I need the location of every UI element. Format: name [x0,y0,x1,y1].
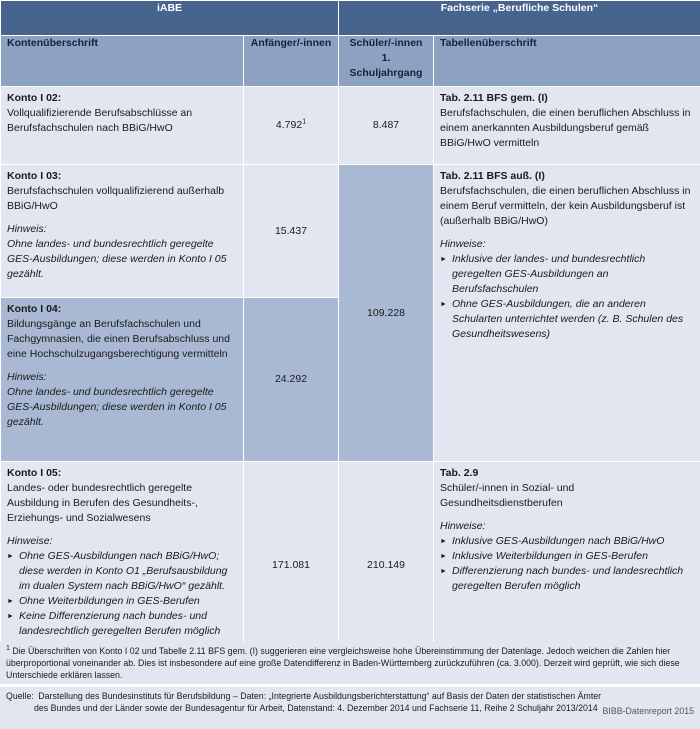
tabelle-text: Berufsfachschulen, die einen beruflichen Abschluss in einem Beruf vermitteln, der kein Ausbildungsberuf ist (außerhalb BBiG/HwO) [440,185,691,227]
konto-cell [1,165,244,298]
source-line-2: des Bundes und der Länder sowie der Bundesagentur für Arbeit, Datenstand: 4. Dezember 2014 und Fachserie 11, Reihe 2 Schuljahr 2013/2014 [34,703,598,713]
list-item: ► Keine Differenzierung nach bundes- und landesrechtlich geregelten Berufen möglich [7,609,237,639]
schueler-cell-merged: 109.228 [339,165,434,462]
konto-text: Landes- oder bundesrechtlich geregelte Ausbildung in Berufen des Gesundheits-, Erziehungs- und Sozialwesens [7,482,198,524]
tabelle-cell [434,165,700,462]
table-row-konto-i03 [1,165,700,298]
column-header-tabelle: Tabellenüberschrift [434,36,700,87]
footnote-text: Die Überschriften von Konto I 02 und Tabelle 2.11 BFS gem. (I) suggerieren eine vergleichsweise hohe Übereinstimmung der Datenlage. Jedoch weichen die Zahlen hier überproportional voneinander ab. Dies ist insbesondere auf eine große Datendifferenz in Baden-Württemberg zurückzuführen (ca. 3.000). Derzeit wird geprüft, wie sich diese Unterschiede erklären lassen. [6,646,680,680]
konto-text: Berufsfachschulen vollqualifizierend außerhalb BBiG/HwO [7,185,225,212]
konto-cell [1,87,244,165]
konto-text: Vollqualifizierende Berufsabschlüsse an Berufsfachschulen nach BBiG/HwO [7,107,193,134]
column-header-schueler: Schüler/-innen 1. Schuljahrgang [339,36,434,87]
konto-title: Konto I 03: [7,170,62,182]
group-header-fachserie: Fachserie „Berufliche Schulen“ [339,1,700,36]
schueler-cell: 8.487 [339,87,434,165]
list-item: ► Inklusive Weiterbildungen in GES-Berufen [440,549,694,564]
hint-list [7,549,237,639]
list-item: ► Differenzierung nach bundes- und landesrechtlich geregelten Berufen möglich [440,564,694,594]
source-line-1: Quelle: Darstellung des Bundesinstituts für Berufsbildung – Daten: „Integrierte Ausbildungsberichterstattung“ auf Basis der Daten der statistischen Ämter [6,691,602,701]
publication-brand: BIBB-Datenreport 2015 [602,706,694,716]
footnote-marker: 1 [302,118,307,126]
table-row-konto-i02 [1,87,700,165]
tabelle-cell [434,87,700,165]
source-note [0,687,700,729]
tabelle-title: Tab. 2.11 BFS auß. (I) [440,170,545,182]
hint-label: Hinweise: [7,535,53,547]
tabelle-hint-label: Hinweise: [440,520,486,532]
tabelle-title: Tab. 2.9 [440,467,479,479]
list-item: ► Ohne GES-Ausbildungen, die an anderen Schularten unterrichtet werden (z. B. Schulen des Gesundheitswesens) [440,297,694,342]
column-header-row [1,36,700,87]
anfaenger-cell [244,87,339,165]
tabelle-hint-list [440,252,694,342]
konto-cell [1,298,244,462]
tabelle-hint-label: Hinweise: [440,238,486,250]
list-item: ► Inklusive GES-Ausbildungen nach BBiG/HwO [440,534,694,549]
group-header-row [1,1,700,36]
tabelle-title: Tab. 2.11 BFS gem. (I) [440,92,548,104]
anfaenger-cell: 24.292 [244,298,339,462]
footnote-marker: 1 [6,645,10,653]
column-header-konto: Kontenüberschrift [1,36,244,87]
column-header-anfaenger: Anfänger/-innen [244,36,339,87]
anfaenger-cell: 15.437 [244,165,339,298]
tabelle-text: Berufsfachschulen, die einen beruflichen Abschluss in einem anerkannten Ausbildungsberuf gemäß BBiG/HwO vermitteln [440,107,691,149]
list-item: ► Ohne Weiterbildungen in GES-Berufen [7,594,237,609]
tabelle-cell [434,462,700,670]
hint-label: Hinweis: [7,371,47,383]
footnote [0,642,700,684]
konto-cell [1,462,244,670]
anfaenger-cell: 171.081 [244,462,339,670]
anfaenger-value: 4.792 [275,119,303,131]
schueler-cell: 210.149 [339,462,434,670]
hint-label: Hinweis: [7,223,47,235]
konto-text: Bildungsgänge an Berufsfachschulen und Fachgymnasien, die einen Berufsabschluss und eine Hochschulzugangsberechtigung vermitteln [7,318,230,360]
list-item: ► Inklusive der landes- und bundesrechtlich geregelten GES-Ausbildungen an Berufsfachschulen [440,252,694,297]
tabelle-hint-list [440,534,694,594]
list-item: ► Ohne GES-Ausbildungen nach BBiG/HwO; diese werden in Konto O1 „Berufsausbildung im dualen System nach BBiG/HwO“ gezählt. [7,549,237,594]
hint-text: Ohne landes- und bundesrechtlich geregelte GES-Ausbildungen; diese werden in Konto I 05 gezählt. [7,238,227,280]
tabelle-text: Schüler/-innen in Sozial- und Gesundheitsdienstberufen [440,482,575,509]
konto-title: Konto I 04: [7,303,62,315]
konto-title: Konto I 05: [7,467,62,479]
konto-title: Konto I 02: [7,92,62,104]
table-row-konto-i05 [1,462,700,670]
group-header-iabe: iABE [1,1,339,36]
hint-text: Ohne landes- und bundesrechtlich geregelte GES-Ausbildungen; diese werden in Konto I 05 gezählt. [7,386,227,428]
